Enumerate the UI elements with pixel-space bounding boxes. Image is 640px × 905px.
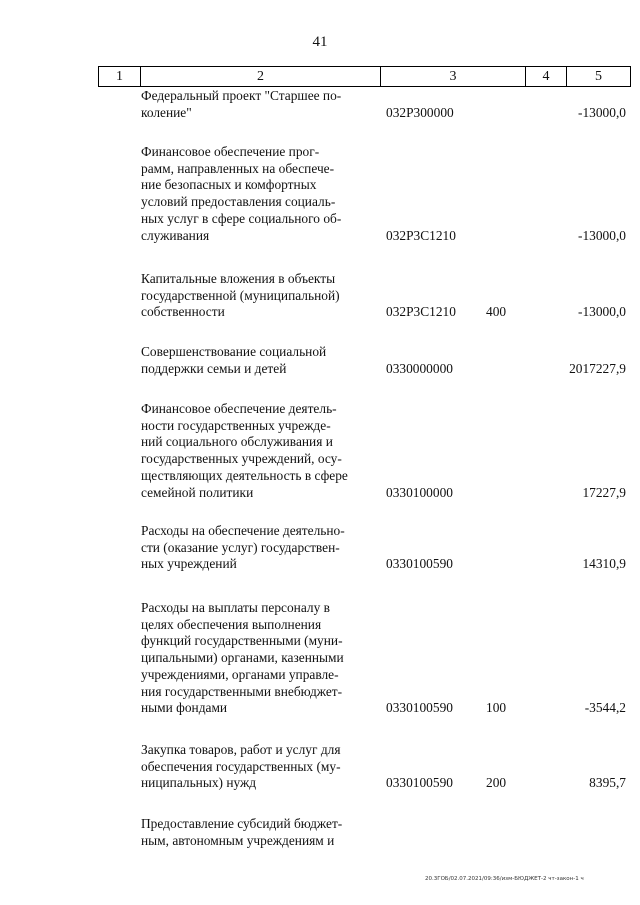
- column-header-3: 3: [381, 67, 526, 86]
- row-code: 0330000000: [386, 360, 453, 376]
- description-line: ния государственными внебюджет-: [141, 683, 343, 699]
- row-code: 0330100590: [386, 556, 453, 572]
- description-line: государственных учреждений, осу-: [141, 451, 342, 467]
- description-line: Финансовое обеспечение деятель-: [141, 401, 337, 416]
- column-header-2: 2: [141, 67, 381, 86]
- description-line: Федеральный проект "Старшее по-: [141, 88, 342, 103]
- table-header: [98, 66, 631, 87]
- description-line: поддержки семьи и детей: [141, 360, 287, 376]
- row-description: [141, 271, 373, 321]
- row-expense-type: 400: [486, 304, 507, 320]
- description-line: ществляющих деятельность в сфере: [141, 467, 348, 483]
- description-line: целях обеспечения выполнения: [141, 616, 322, 632]
- description-line: сти (оказание услуг) государствен-: [141, 539, 340, 555]
- row-amount: -3544,2: [584, 700, 626, 716]
- description-line: собственности: [141, 304, 225, 320]
- row-amount: 17227,9: [582, 484, 626, 500]
- description-line: условий предоставления социаль-: [141, 194, 336, 210]
- footer-note: 20.3ГОБ/02.07.2021/09:36/изм-БЮДЖЕТ-2 чт-закон-1 ч: [425, 876, 584, 882]
- row-amount: -13000,0: [578, 104, 626, 120]
- row-code: 0330100590: [386, 775, 453, 791]
- description-line: ципальными) органами, казенными: [141, 650, 344, 666]
- description-line: коление": [141, 104, 192, 120]
- row-description: [141, 344, 373, 377]
- description-line: Финансовое обеспечение прог-: [141, 144, 320, 159]
- description-line: Капитальные вложения в объекты: [141, 271, 336, 286]
- description-line: семейной политики: [141, 484, 254, 500]
- description-line: ний социального обслуживания и: [141, 434, 333, 450]
- row-amount: -13000,0: [578, 304, 626, 320]
- row-description: [141, 88, 373, 121]
- row-amount: 8395,7: [589, 775, 626, 791]
- row-description: [141, 742, 373, 792]
- row-description: [141, 600, 373, 717]
- column-header-4: 4: [526, 67, 567, 86]
- row-description: [141, 401, 373, 501]
- description-line: учреждениями, органами управле-: [141, 666, 339, 682]
- row-code: 0330100000: [386, 484, 453, 500]
- description-line: государственной (муниципальной): [141, 287, 340, 303]
- description-line: функций государственными (муни-: [141, 633, 343, 649]
- description-line: ных услуг в сфере социального об-: [141, 210, 342, 226]
- description-line: ниципальных) нужд: [141, 775, 257, 791]
- column-header-5: 5: [595, 69, 602, 84]
- description-line: Совершенствование социальной: [141, 344, 327, 359]
- row-amount: 14310,9: [582, 556, 626, 572]
- description-line: рамм, направленных на обеспече-: [141, 160, 335, 176]
- description-line: Закупка товаров, работ и услуг для: [141, 742, 341, 757]
- row-expense-type: 100: [486, 700, 507, 716]
- description-line: ным, автономным учреждениям и: [141, 832, 335, 848]
- row-code: 032Р300000: [386, 104, 454, 120]
- description-line: ние безопасных и комфортных: [141, 177, 317, 193]
- description-line: служивания: [141, 227, 210, 243]
- description-line: Расходы на обеспечение деятельно-: [141, 523, 345, 538]
- row-amount: 2017227,9: [569, 360, 626, 376]
- description-line: ных учреждений: [141, 556, 237, 572]
- row-expense-type: 200: [486, 775, 507, 791]
- row-description: [141, 523, 373, 573]
- page-number: 41: [312, 34, 328, 50]
- row-code: 032Р3С1210: [386, 227, 456, 243]
- row-amount: -13000,0: [578, 227, 626, 243]
- row-description: [141, 144, 373, 244]
- row-code: 0330100590: [386, 700, 453, 716]
- description-line: обеспечения государственных (му-: [141, 758, 341, 774]
- description-line: Расходы на выплаты персоналу в: [141, 600, 330, 615]
- description-line: ными фондами: [141, 700, 228, 716]
- description-line: Предоставление субсидий бюджет-: [141, 816, 343, 831]
- row-description: [141, 816, 373, 849]
- column-header-1: 1: [99, 67, 141, 86]
- row-code: 032Р3С1210: [386, 304, 456, 320]
- description-line: ности государственных учрежде-: [141, 417, 331, 433]
